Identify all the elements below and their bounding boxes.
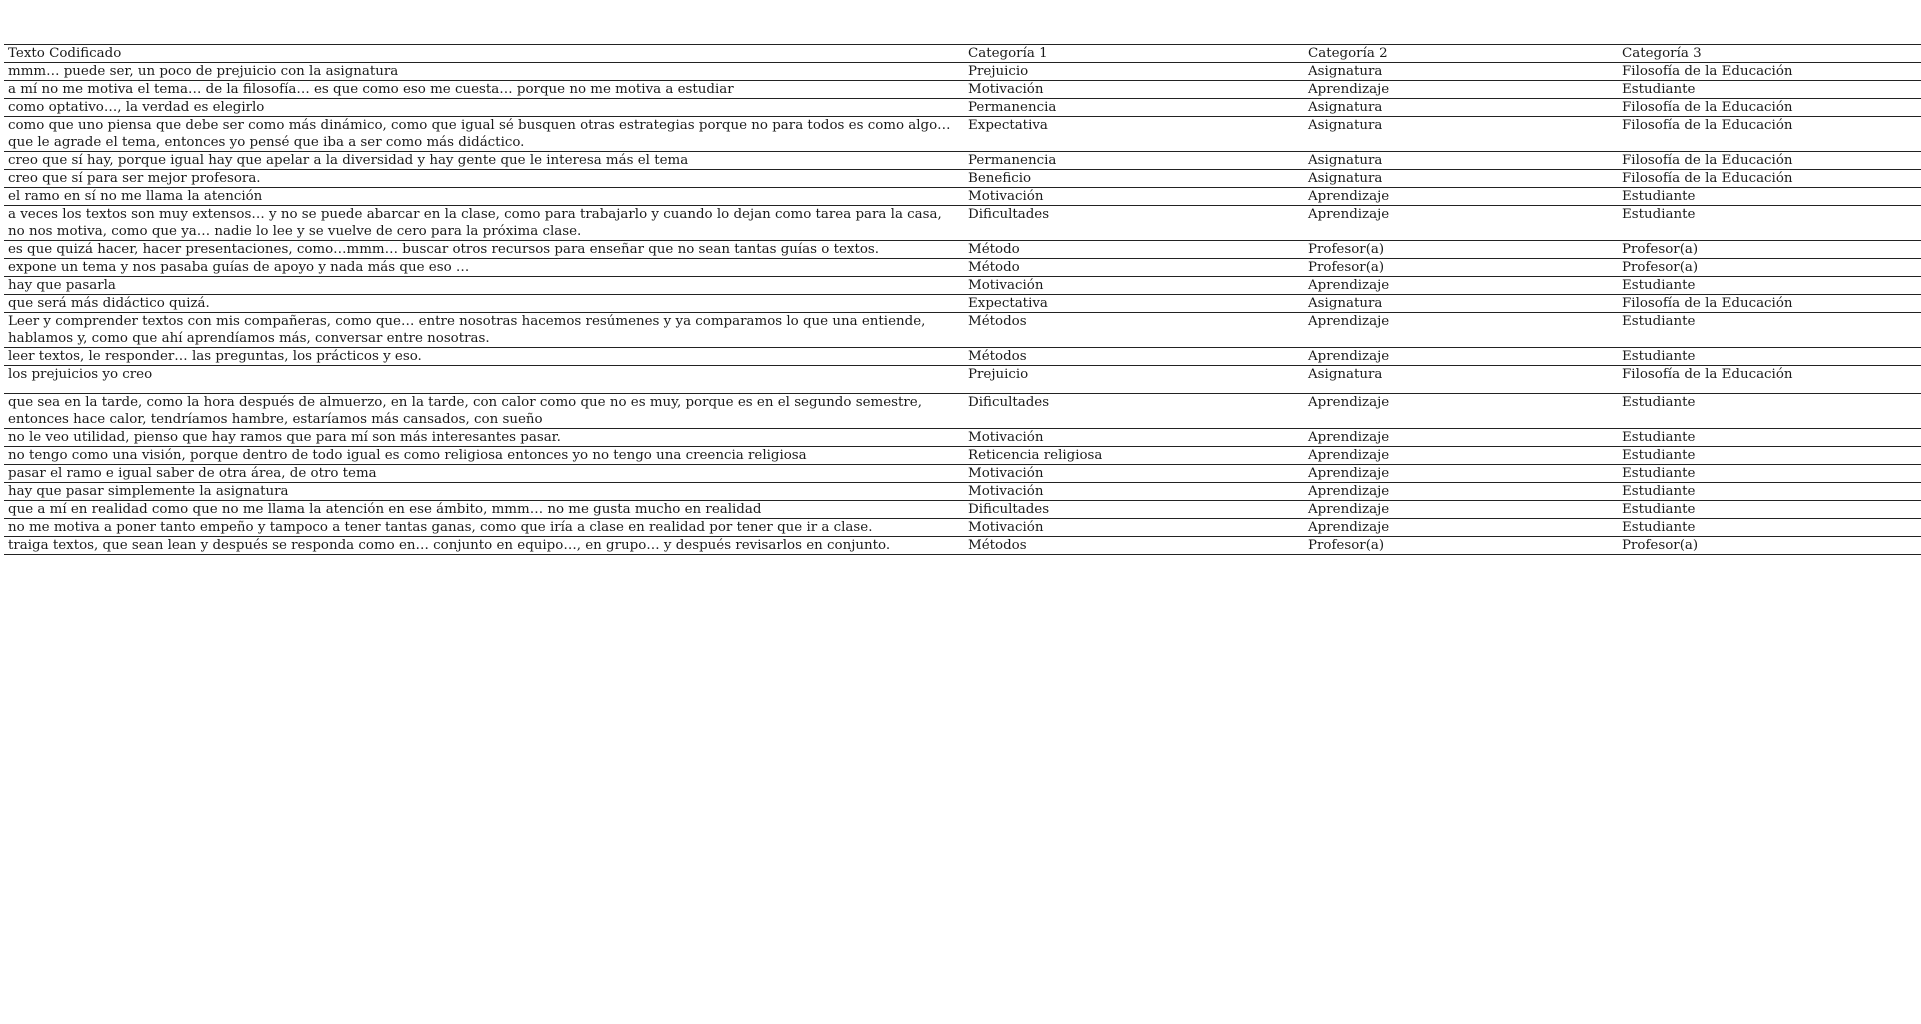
cell-category-3: Profesor(a) <box>1618 259 1921 277</box>
table-header-row <box>4 45 1921 63</box>
cell-category-2: Aprendizaje <box>1304 465 1618 483</box>
cell-coded-text: hay que pasarla <box>4 277 964 295</box>
cell-category-3: Estudiante <box>1618 429 1921 447</box>
cell-coded-text: que a mí en realidad como que no me llama la atención en ese ámbito, mmm… no me gusta mucho en realidad <box>4 501 964 519</box>
cell-category-1: Reticencia religiosa <box>964 447 1304 465</box>
table-row <box>4 117 1921 152</box>
cell-coded-text: el ramo en sí no me llama la atención <box>4 188 964 206</box>
cell-category-3: Filosofía de la Educación <box>1618 99 1921 117</box>
cell-category-1: Métodos <box>964 537 1304 555</box>
cell-category-2: Asignatura <box>1304 152 1618 170</box>
cell-coded-text: hay que pasar simplemente la asignatura <box>4 483 964 501</box>
cell-category-1: Dificultades <box>964 501 1304 519</box>
cell-category-2: Profesor(a) <box>1304 537 1618 555</box>
cell-category-1: Expectativa <box>964 117 1304 152</box>
cell-category-1: Prejuicio <box>964 366 1304 394</box>
cell-coded-text: leer textos, le responder… las preguntas, los prácticos y eso. <box>4 348 964 366</box>
table-row <box>4 447 1921 465</box>
cell-category-1: Método <box>964 259 1304 277</box>
cell-category-3: Estudiante <box>1618 447 1921 465</box>
cell-category-3: Filosofía de la Educación <box>1618 117 1921 152</box>
cell-category-2: Aprendizaje <box>1304 429 1618 447</box>
cell-category-3: Estudiante <box>1618 348 1921 366</box>
cell-coded-text: los prejuicios yo creo <box>4 366 964 394</box>
cell-category-3: Estudiante <box>1618 519 1921 537</box>
table-row <box>4 206 1921 241</box>
cell-coded-text: Leer y comprender textos con mis compañeras, como que… entre nosotras hacemos resúmenes y ya comparamos lo que una entiende, hablamos y, como que ahí aprendíamos más, conversar entre nosotras. <box>4 313 964 348</box>
coded-text-table <box>4 44 1921 555</box>
cell-coded-text: a veces los textos son muy extensos… y no se puede abarcar en la clase, como para trabajarlo y cuando lo dejan como tarea para la casa, no nos motiva, como que ya… nadie lo lee y se vuelve de cero para la próxima clase. <box>4 206 964 241</box>
cell-category-2: Asignatura <box>1304 366 1618 394</box>
header-category-2: Categoría 2 <box>1304 45 1618 63</box>
cell-category-1: Método <box>964 241 1304 259</box>
cell-category-3: Estudiante <box>1618 188 1921 206</box>
cell-category-3: Filosofía de la Educación <box>1618 170 1921 188</box>
cell-category-2: Profesor(a) <box>1304 259 1618 277</box>
cell-coded-text: pasar el ramo e igual saber de otra área, de otro tema <box>4 465 964 483</box>
cell-category-2: Asignatura <box>1304 99 1618 117</box>
cell-coded-text: que será más didáctico quizá. <box>4 295 964 313</box>
cell-coded-text: traiga textos, que sean lean y después se responda como en… conjunto en equipo…, en grupo… y después revisarlos en conjunto. <box>4 537 964 555</box>
cell-category-3: Estudiante <box>1618 313 1921 348</box>
cell-category-1: Motivación <box>964 81 1304 99</box>
cell-category-1: Motivación <box>964 465 1304 483</box>
table-body <box>4 63 1921 555</box>
cell-category-1: Motivación <box>964 429 1304 447</box>
cell-category-2: Aprendizaje <box>1304 188 1618 206</box>
cell-category-1: Permanencia <box>964 152 1304 170</box>
cell-category-1: Dificultades <box>964 206 1304 241</box>
table-row <box>4 366 1921 394</box>
cell-category-1: Permanencia <box>964 99 1304 117</box>
table-row <box>4 277 1921 295</box>
cell-coded-text: como optativo…, la verdad es elegirlo <box>4 99 964 117</box>
cell-coded-text: es que quizá hacer, hacer presentaciones, como…mmm… buscar otros recursos para enseñar que no sean tantas guías o textos. <box>4 241 964 259</box>
cell-category-2: Asignatura <box>1304 63 1618 81</box>
cell-category-3: Estudiante <box>1618 465 1921 483</box>
cell-coded-text: mmm… puede ser, un poco de prejuicio con la asignatura <box>4 63 964 81</box>
cell-coded-text: a mí no me motiva el tema… de la filosofía… es que como eso me cuesta… porque no me motiva a estudiar <box>4 81 964 99</box>
table-row <box>4 465 1921 483</box>
cell-coded-text: creo que sí para ser mejor profesora. <box>4 170 964 188</box>
cell-coded-text: expone un tema y nos pasaba guías de apoyo y nada más que eso … <box>4 259 964 277</box>
cell-coded-text: no tengo como una visión, porque dentro de todo igual es como religiosa entonces yo no tengo una creencia religiosa <box>4 447 964 465</box>
cell-category-3: Estudiante <box>1618 81 1921 99</box>
table-row <box>4 483 1921 501</box>
cell-category-3: Estudiante <box>1618 483 1921 501</box>
cell-category-3: Filosofía de la Educación <box>1618 63 1921 81</box>
table-row <box>4 99 1921 117</box>
cell-coded-text: no le veo utilidad, pienso que hay ramos que para mí son más interesantes pasar. <box>4 429 964 447</box>
table-row <box>4 429 1921 447</box>
cell-category-1: Motivación <box>964 277 1304 295</box>
cell-category-3: Estudiante <box>1618 277 1921 295</box>
table-row <box>4 81 1921 99</box>
header-coded-text: Texto Codificado <box>4 45 964 63</box>
cell-category-1: Motivación <box>964 188 1304 206</box>
cell-category-1: Expectativa <box>964 295 1304 313</box>
header-category-1: Categoría 1 <box>964 45 1304 63</box>
cell-category-3: Profesor(a) <box>1618 537 1921 555</box>
cell-category-1: Motivación <box>964 519 1304 537</box>
table-row <box>4 394 1921 429</box>
table-row <box>4 241 1921 259</box>
cell-category-2: Aprendizaje <box>1304 447 1618 465</box>
table-row <box>4 259 1921 277</box>
cell-category-3: Estudiante <box>1618 394 1921 429</box>
cell-category-1: Beneficio <box>964 170 1304 188</box>
cell-category-1: Métodos <box>964 348 1304 366</box>
cell-category-1: Dificultades <box>964 394 1304 429</box>
table-row <box>4 313 1921 348</box>
table-row <box>4 170 1921 188</box>
cell-category-2: Aprendizaje <box>1304 394 1618 429</box>
cell-category-2: Profesor(a) <box>1304 241 1618 259</box>
cell-category-2: Aprendizaje <box>1304 348 1618 366</box>
table-row <box>4 152 1921 170</box>
table-row <box>4 295 1921 313</box>
cell-coded-text: no me motiva a poner tanto empeño y tampoco a tener tantas ganas, como que iría a clase en realidad por tener que ir a clase. <box>4 519 964 537</box>
cell-category-1: Motivación <box>964 483 1304 501</box>
cell-category-3: Filosofía de la Educación <box>1618 366 1921 394</box>
cell-category-3: Filosofía de la Educación <box>1618 152 1921 170</box>
table-row <box>4 348 1921 366</box>
cell-coded-text: creo que sí hay, porque igual hay que apelar a la diversidad y hay gente que le interesa más el tema <box>4 152 964 170</box>
cell-category-2: Aprendizaje <box>1304 501 1618 519</box>
cell-coded-text: como que uno piensa que debe ser como más dinámico, como que igual sé busquen otras estrategias porque no para todos es como algo… que le agrade el tema, entonces yo pensé que iba a ser como más didáctico. <box>4 117 964 152</box>
cell-category-2: Aprendizaje <box>1304 313 1618 348</box>
cell-category-2: Aprendizaje <box>1304 81 1618 99</box>
table-row <box>4 519 1921 537</box>
cell-category-2: Asignatura <box>1304 170 1618 188</box>
cell-coded-text: que sea en la tarde, como la hora después de almuerzo, en la tarde, con calor como que no es muy, porque es en el segundo semestre, entonces hace calor, tendríamos hambre, estaríamos más cansados, con sueño <box>4 394 964 429</box>
cell-category-3: Profesor(a) <box>1618 241 1921 259</box>
table-row <box>4 537 1921 555</box>
table-row <box>4 188 1921 206</box>
cell-category-2: Asignatura <box>1304 295 1618 313</box>
header-category-3: Categoría 3 <box>1618 45 1921 63</box>
cell-category-2: Aprendizaje <box>1304 206 1618 241</box>
cell-category-2: Aprendizaje <box>1304 483 1618 501</box>
cell-category-1: Prejuicio <box>964 63 1304 81</box>
table-row <box>4 63 1921 81</box>
cell-category-3: Filosofía de la Educación <box>1618 295 1921 313</box>
cell-category-2: Aprendizaje <box>1304 519 1618 537</box>
cell-category-2: Aprendizaje <box>1304 277 1618 295</box>
cell-category-1: Métodos <box>964 313 1304 348</box>
cell-category-2: Asignatura <box>1304 117 1618 152</box>
table-row <box>4 501 1921 519</box>
cell-category-3: Estudiante <box>1618 501 1921 519</box>
cell-category-3: Estudiante <box>1618 206 1921 241</box>
